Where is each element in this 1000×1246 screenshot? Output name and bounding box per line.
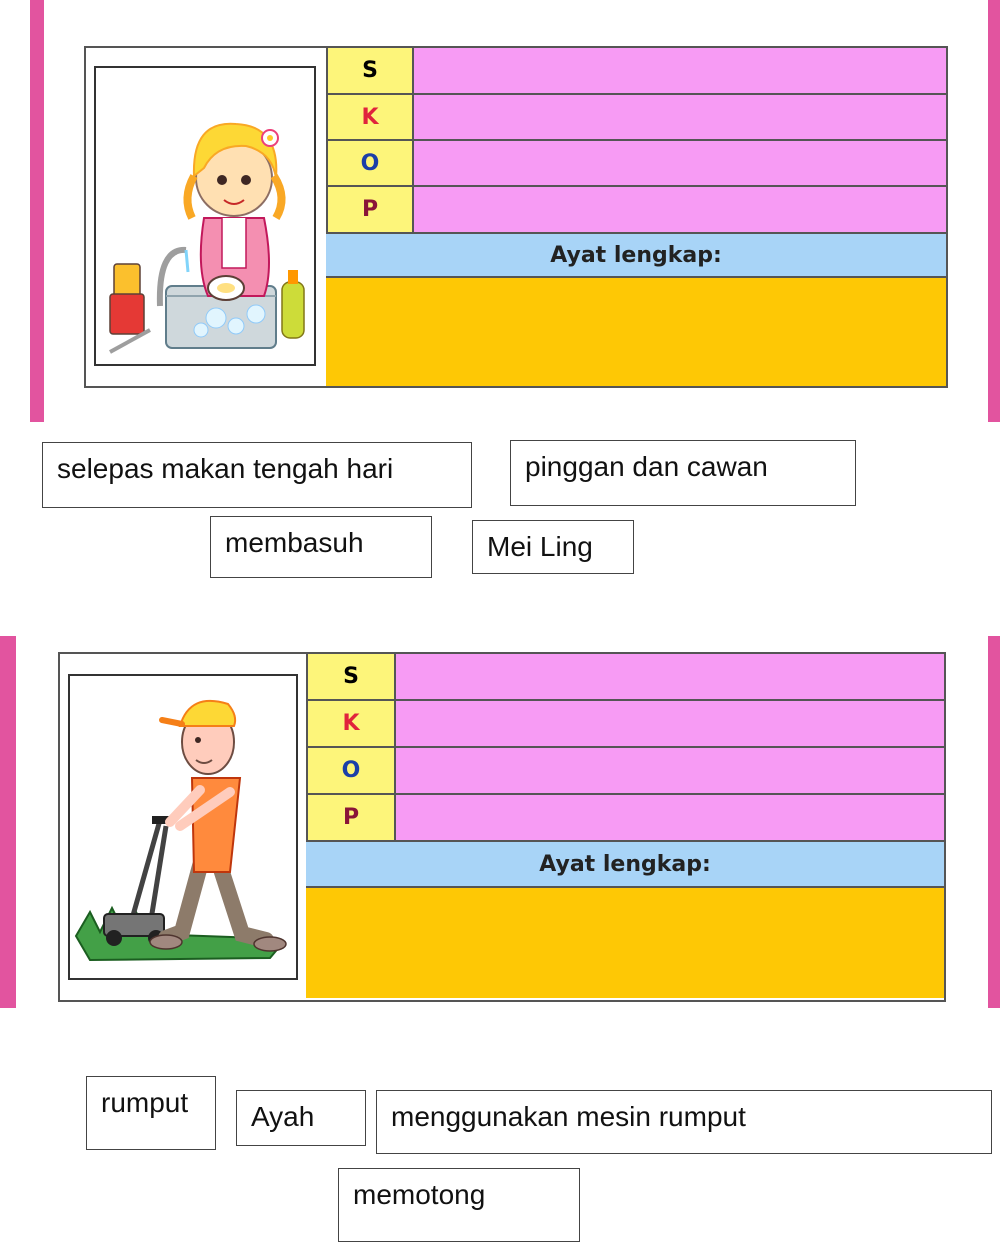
skop-letter-column-2 bbox=[306, 654, 394, 842]
ayat-lengkap-answer-area-1[interactable] bbox=[326, 278, 946, 386]
pink-rail-right-1 bbox=[988, 0, 1000, 422]
ayat-lengkap-header-2 bbox=[306, 840, 944, 888]
answer-cell-p-2[interactable] bbox=[394, 795, 944, 842]
word-chip[interactable]: membasuh bbox=[210, 516, 432, 578]
girl-washing-dishes-icon bbox=[96, 68, 314, 364]
letter-o-1 bbox=[328, 141, 412, 187]
letter-s-1 bbox=[328, 48, 412, 95]
worksheet-card-2 bbox=[58, 652, 946, 1002]
ayat-lengkap-header-1 bbox=[326, 232, 946, 278]
word-chip[interactable]: Ayah bbox=[236, 1090, 366, 1146]
letter-p-1 bbox=[328, 187, 412, 234]
answer-cell-o-1[interactable] bbox=[412, 141, 946, 187]
man-mowing-lawn-icon bbox=[70, 676, 296, 978]
letter-s-text: S bbox=[362, 58, 378, 83]
letter-k-2 bbox=[308, 701, 394, 748]
pink-rail-right-2 bbox=[988, 636, 1000, 1008]
letter-k-1 bbox=[328, 95, 412, 141]
letter-p-2 bbox=[308, 795, 394, 842]
picture-frame-2 bbox=[68, 674, 298, 980]
letter-p-text: P bbox=[342, 805, 360, 830]
skop-letter-column-1 bbox=[326, 48, 412, 234]
word-chip[interactable]: pinggan dan cawan bbox=[510, 440, 856, 506]
word-chip[interactable]: rumput bbox=[86, 1076, 216, 1150]
worksheet-card-1 bbox=[84, 46, 948, 388]
word-chip[interactable]: Mei Ling bbox=[472, 520, 634, 574]
letter-o-text: O bbox=[360, 150, 380, 176]
letter-o-2 bbox=[308, 748, 394, 795]
letter-p-text: P bbox=[361, 197, 379, 222]
word-chip[interactable]: menggunakan mesin rumput bbox=[376, 1090, 992, 1154]
pink-rail-left-1 bbox=[30, 0, 44, 422]
answer-cell-o-2[interactable] bbox=[394, 748, 944, 795]
word-chip[interactable]: selepas makan tengah hari bbox=[42, 442, 472, 508]
letter-o-text: O bbox=[341, 758, 361, 783]
answer-cell-k-2[interactable] bbox=[394, 701, 944, 748]
letter-s-2 bbox=[308, 654, 394, 701]
answer-cell-p-1[interactable] bbox=[412, 187, 946, 234]
answer-cell-s-2[interactable] bbox=[394, 654, 944, 701]
letter-s-text: S bbox=[343, 664, 359, 689]
pink-rail-left-2 bbox=[0, 636, 16, 1008]
ayat-lengkap-answer-area-2[interactable] bbox=[306, 888, 944, 998]
ayat-lengkap-label-2: Ayat lengkap: bbox=[539, 851, 711, 877]
picture-frame-1 bbox=[94, 66, 316, 366]
letter-k-text: K bbox=[342, 711, 360, 736]
answer-cell-s-1[interactable] bbox=[412, 48, 946, 95]
word-chip[interactable]: memotong bbox=[338, 1168, 580, 1242]
ayat-lengkap-label-1: Ayat lengkap: bbox=[550, 242, 722, 268]
letter-k-text: K bbox=[361, 104, 379, 130]
answer-cell-k-1[interactable] bbox=[412, 95, 946, 141]
